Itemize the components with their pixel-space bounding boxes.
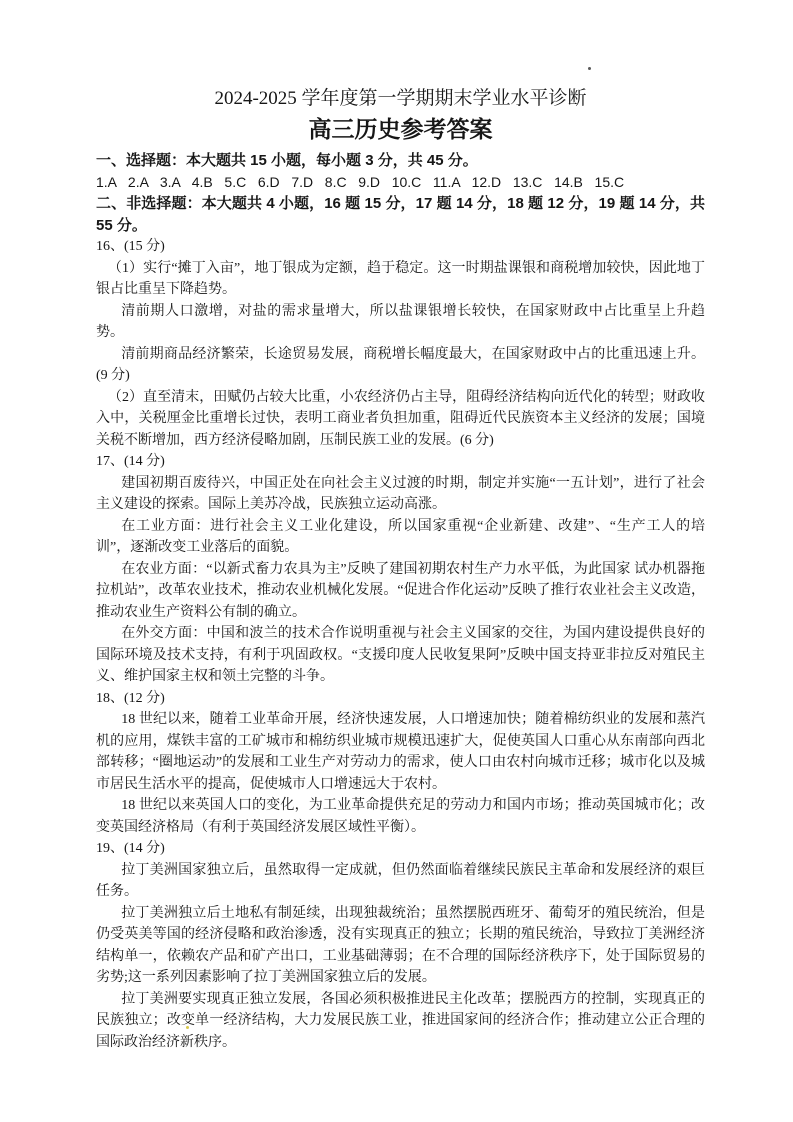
question-label: 18、(12 分) — [96, 690, 165, 706]
page-subtitle: 高三历史参考答案 — [308, 116, 493, 142]
question-block-16 — [96, 236, 705, 451]
answer-paragraph: 清前期人口激增，对盐的需求量增大，所以盐课银增长较快，在国家财政中占比重呈上升趋势。 — [96, 303, 705, 340]
question-block-17 — [96, 451, 705, 688]
answer-paragraph: （2）直至清末，田赋仍占较大比重，小农经济仍占主导，阻碍经济结构向近代化的转型；财政收入中，关税厘金比重增长过快，表明工商业者负担加重，阻碍近代民族资本主义经济的发展；国境关税不断增加，西方经济侵略加剧，压制民族工业的发展。(6 分) — [96, 389, 705, 448]
answer-paragraph: 拉丁美洲要实现真正独立发展，各国必须积极推进民主化改革；摆脱西方的控制，实现真正的民族独立；改变单一经济结构，大力发展民族工业，推进国家间的经济合作；推动建立公正合理的国际政治经济新秩序。 — [96, 991, 705, 1050]
document-content — [96, 86, 705, 1053]
answer-paragraph: 18 世纪以来英国人口的变化，为工业革命提供充足的劳动力和国内市场；推动英国城市化；改变英国经济格局（有利于英国经济发展区域性平衡）。 — [96, 798, 705, 835]
question-label: 16、(15 分) — [96, 239, 165, 254]
answer-paragraph: 拉丁美洲独立后土地私有制延续，出现独裁统治；虽然摆脱西班牙、葡萄牙的殖民统治，但是仍受英美等国的经济侵略和政治渗透，没有实现真正的独立；长期的殖民统治，导致拉丁美洲经济结构单一，依赖农产品和矿产出口，工业基础薄弱；在不合理的国际经济秩序下，处于国际贸易的劣势;这一系列因素影响了拉丁美洲国家独立后的发展。 — [96, 905, 705, 985]
answer-paragraph: 在工业方面：进行社会主义工业化建设，所以国家重视“企业新建、改建”、“生产工人的培训”，逐渐改变工业落后的面貌。 — [96, 518, 705, 555]
question-label: 19、(14 分) — [96, 841, 165, 856]
question-label: 17、(14 分) — [96, 454, 165, 469]
answer-paragraph: 在农业方面：“以新式畜力农具为主”反映了建国初期农村生产力水平低，为此国家 试办机器拖拉机站”，改革农业技术，推动农业机械化发展。“促进合作化运动”反映了推行农业社会主义改造，推动农业生产资料公有制的确立。 — [96, 561, 705, 620]
answer-paragraph: 在外交方面：中国和波兰的技术合作说明重视与社会主义国家的交往，为国内建设提供良好的国际环境及技术支持，有利于巩固政权。“支援印度人民收复果阿”反映中国支持亚非拉反对殖民主义、维护国家主权和领土完整的斗争。 — [96, 626, 705, 684]
answer-paragraph: 拉丁美洲国家独立后，虽然取得一定成就，但仍然面临着继续民族民主革命和发展经济的艰巨任务。 — [96, 862, 705, 899]
answer-paragraph: 建国初期百废待兴，中国正处在向社会主义过渡的时期，制定并实施“一五计划”，进行了社会主义建设的探索。国际上美苏冷战，民族独立运动高涨。 — [96, 475, 705, 512]
answer-paragraph: 清前期商品经济繁荣，长途贸易发展，商税增长幅度最大，在国家财政中占的比重迅速上升。(9 分) — [96, 346, 705, 383]
page-title: 2024-2025 学年度第一学期期末学业水平诊断 — [214, 88, 587, 109]
question-block-19 — [96, 838, 705, 1053]
answer-paragraph: 18 世纪以来，随着工业革命开展，经济快速发展，人口增速加快；随着棉纺织业的发展和蒸汽机的应用，煤铁丰富的工矿城市和棉纺织业城市规模迅速扩大，促使英国人口重心从东南部向西北部转移；“圈地运动”的发展和工业生产对劳动力的需求，使人口由农村向城市迁移；城市化以及城市居民生活水平的提高，促使城市人口增速远大于农村。 — [96, 712, 705, 792]
multiple-choice-heading: 一、选择题：本大题共 15 小题，每小题 3 分，共 45 分。 — [96, 152, 478, 169]
multiple-choice-answers: 1.A 2.A 3.A 4.B 5.C 6.D 7.D 8.C 9.D 10.C 11.A 12.D 13.C 14.B 15.C — [96, 173, 625, 190]
question-block-18 — [96, 688, 705, 839]
non-choice-heading: 二、非选择题：本大题共 4 小题，16 题 15 分，17 题 14 分，18 题 12 分，19 题 14 分，共 55 分。 — [96, 195, 705, 234]
answer-paragraph: （1）实行“摊丁入亩”，地丁银成为定额，趋于稳定。这一时期盐课银和商税增加较快，因此地丁银占比重呈下降趋势。 — [96, 260, 705, 297]
scan-speck-dark — [588, 67, 591, 70]
